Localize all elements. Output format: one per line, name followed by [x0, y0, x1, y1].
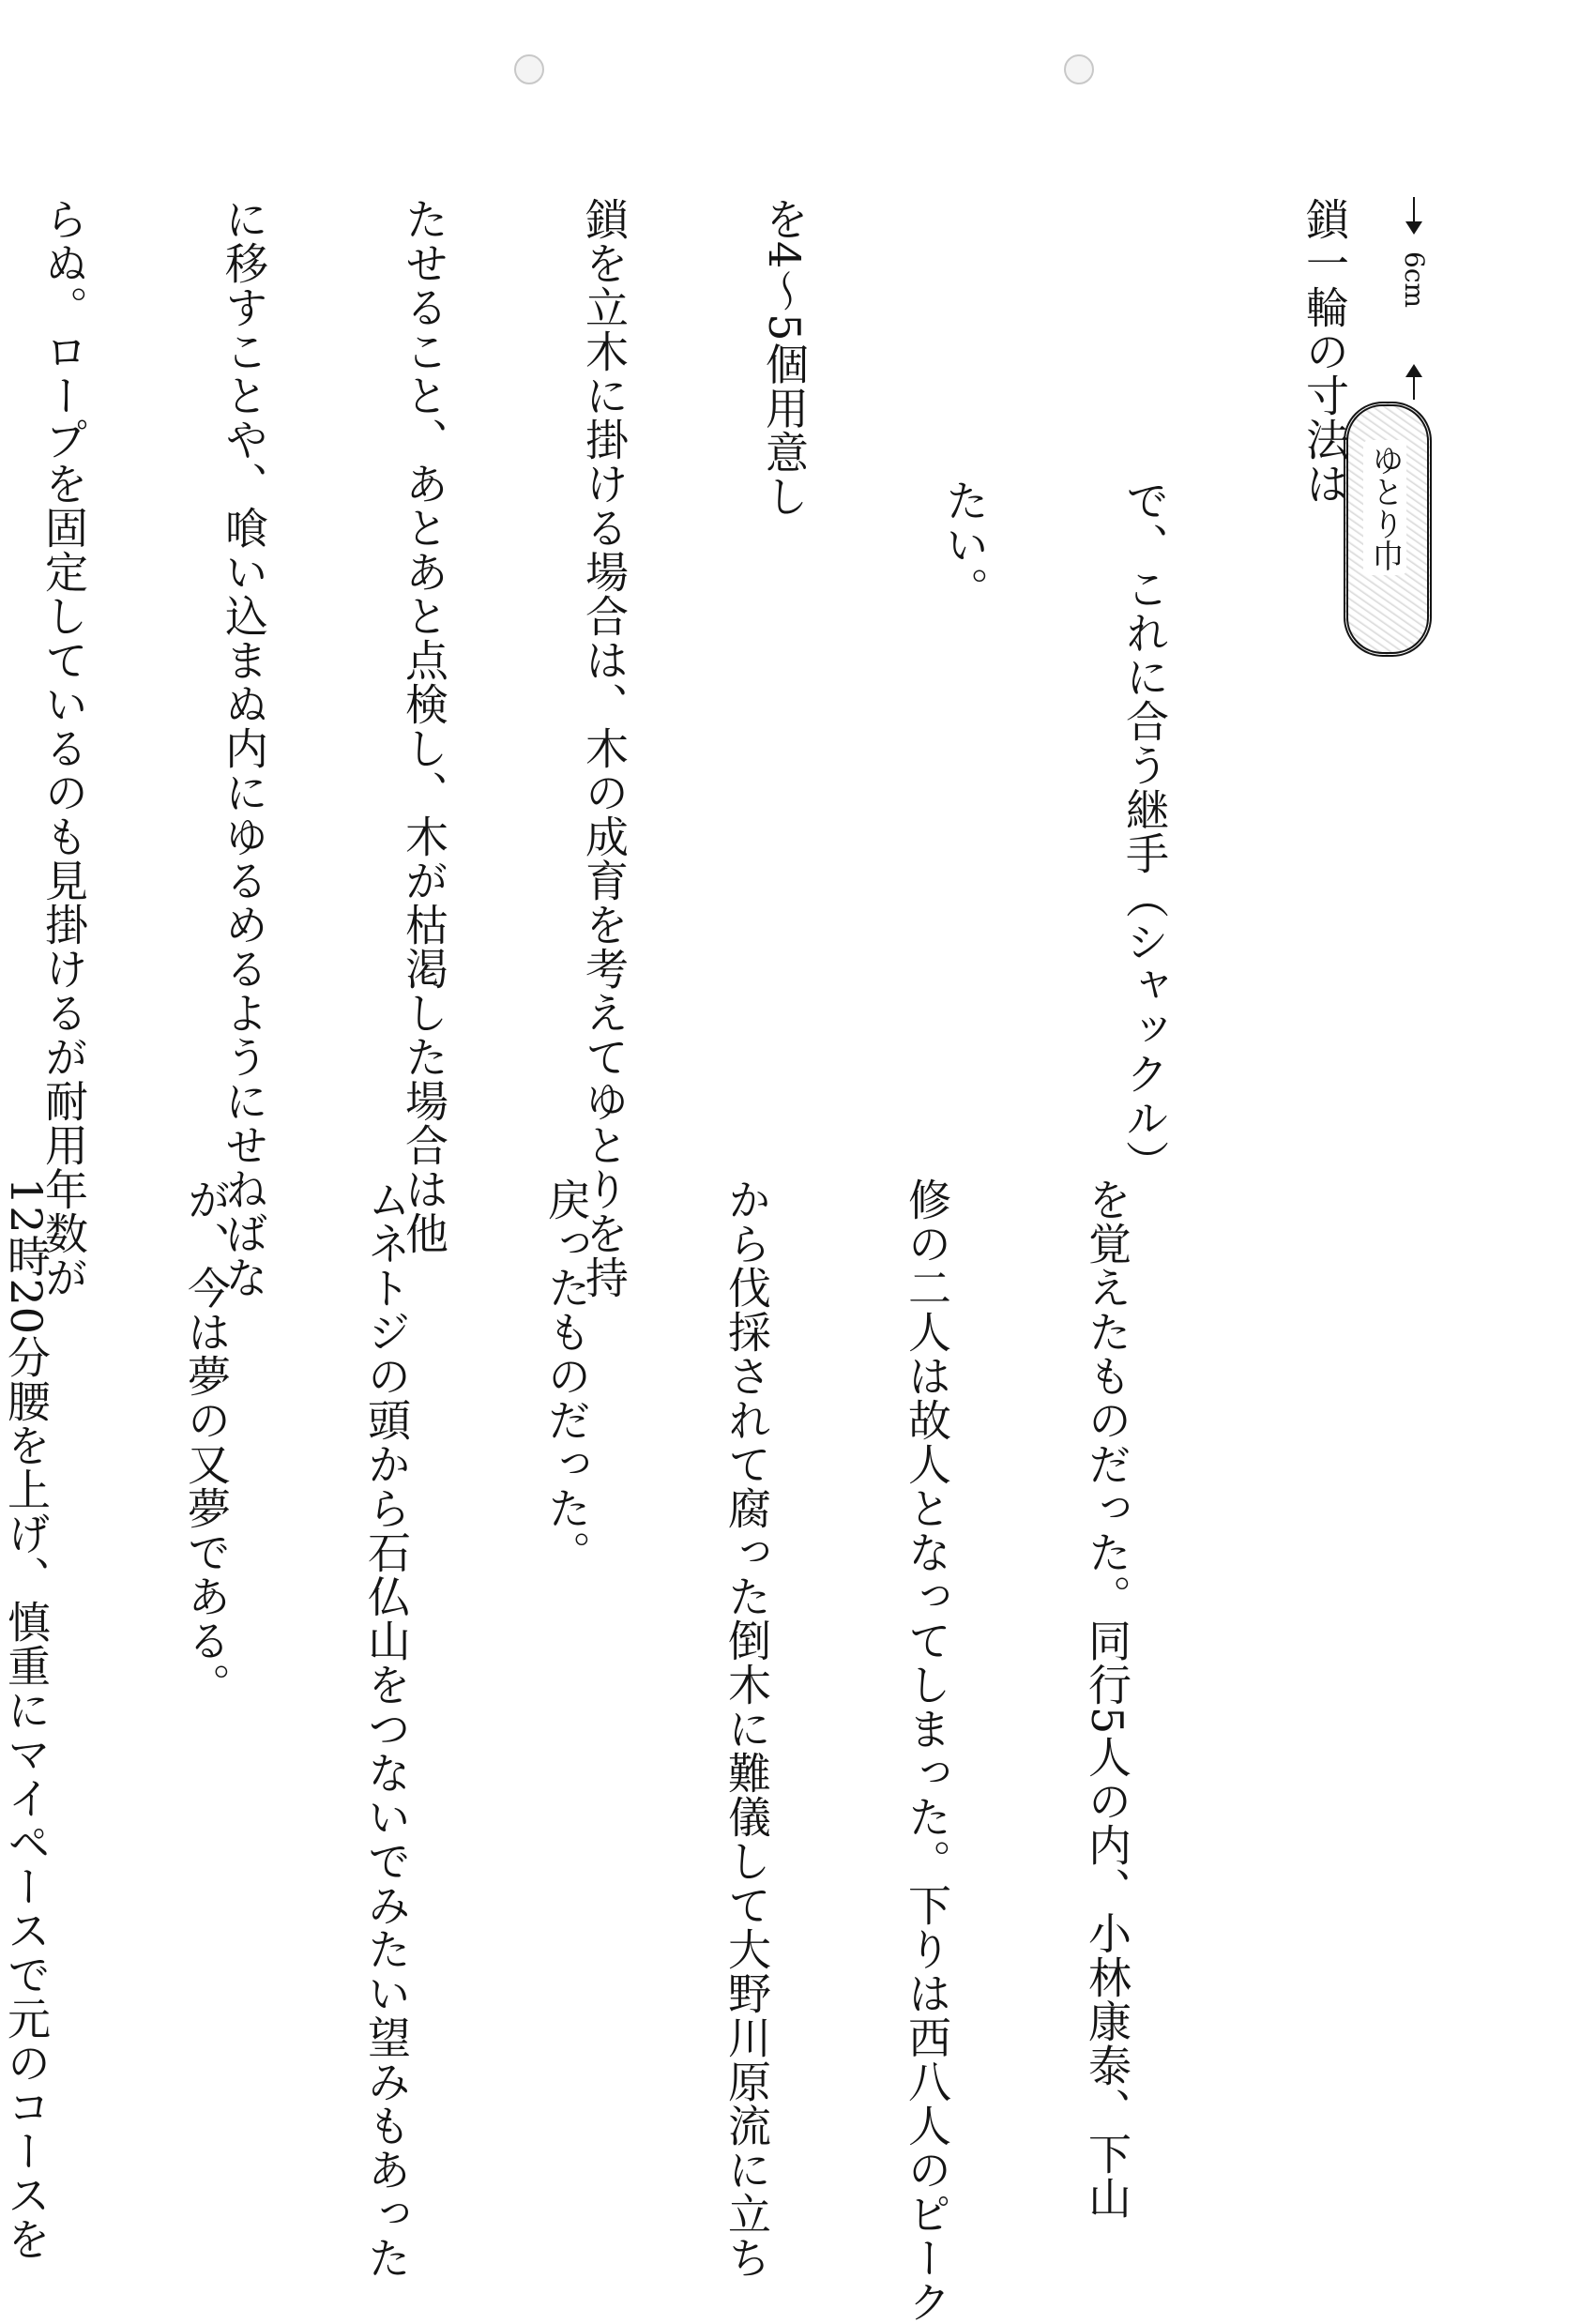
text-column: たせること、あとあと点検し、木が枯渇した場合は他: [399, 197, 449, 1255]
text-column: 鎖を立木に掛ける場合は、木の成育を考えてゆとりを持: [579, 197, 630, 1299]
text-column: から伐採されて腐った倒木に難儀して大野川原流に立ち: [722, 1177, 772, 2280]
text-column: 12時20分腰を上げ、慎重にマイペースで元のコースを: [1, 1177, 52, 2262]
seal-label: ゆとり巾: [1363, 440, 1406, 575]
dimension-label: 6cm: [1399, 251, 1430, 309]
text-column: を覚えたものだった。同行5人の内、小林康泰、下山: [1082, 1177, 1132, 2221]
text-column: に移すことや、喰い込まぬ内にゆるめるようにせねばな: [219, 197, 269, 1299]
text-column: 修の二人は故人となってしまった。下りは西八人のピーク: [902, 1177, 952, 2324]
text-column: たい。: [939, 478, 990, 611]
punch-hole-left: [514, 54, 544, 84]
text-column: 戻ったものだった。: [541, 1177, 592, 1574]
text-column: を4～5個用意し: [759, 197, 810, 519]
text-column: 鎖一輪の寸法は: [1299, 197, 1350, 506]
text-block-top: [38, 197, 1475, 1299]
text-column: が、今は夢の又夢である。: [181, 1177, 232, 1707]
text-column: で、これに合う継手（シャックル）: [1119, 478, 1170, 1184]
punch-hole-right: [1064, 54, 1094, 84]
text-block-bottom: [1, 1177, 1257, 2324]
text-column: ムネトジの頭から石仏山をつないでみたい望みもあった: [361, 1177, 412, 2280]
text-column: らぬ。ロープを固定しているのも見掛けるが耐用年数が: [38, 197, 89, 1299]
